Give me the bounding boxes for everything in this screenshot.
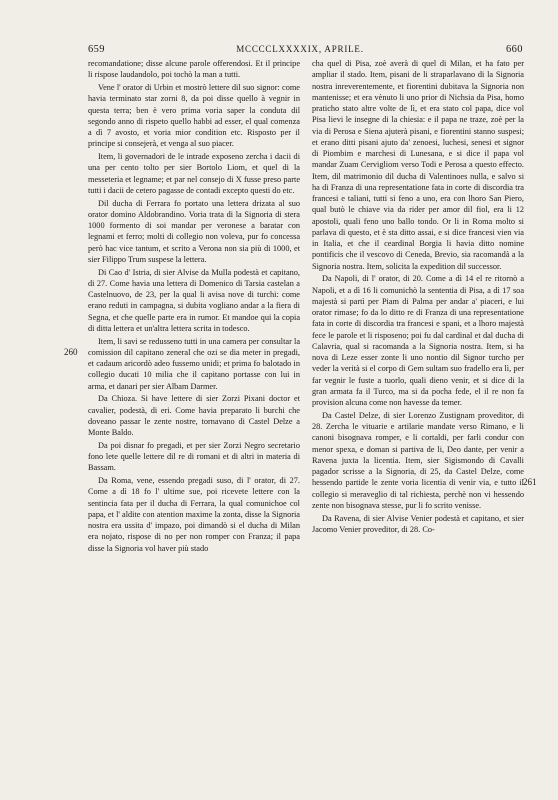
paragraph: Item, li savi se redusseno tutti in una camera per consultar la comission dil capitano zeneral che ozi se dia meter in pregadi, et cadaum aricordò adeo fussemo unidi; et prima fo balotado in collegio ducati 10 milia che il capitano portasse con lui in arma, et danari per sier Albam Darmer. [88,336,300,391]
paragraph: Vene l' orator di Urbin et mostrò lettere dil suo signor: come havia terminato star zorni 8, da poi disse quello à vegnir in questa terra; ben è vero prima voria saper la conduta dil segondo anno di rispeto quello habbi ad esser, el qual comenza a dì 7 avosto, et voria mior condition etc. Risposto per il principe si consejerà, et venga al suo piacer. [88,83,300,149]
margin-number-left: 260 [64,347,78,357]
paragraph: Item, li governadori de le intrade exposeno zercha i dacii di una per cento tolto per sier Bortolo Liom, et quel di la messeteria et legname; et par nel consejo di X fusse preso parte tutti i dacii de cetero pagasse de contadi excepto questi do etc. [88,152,300,195]
left-column [88,58,300,554]
running-title: MCCCCLXXXXIX, APRILE. [236,44,364,54]
paragraph: Di Cao d' Istria, di sier Alvise da Mulla podestà et capitano, di 27. Come havia una lettera di Domenico di Tarsia castelan a Castelnuovo, de 23, per la qual li avisa nove di turchi: come erano reduti in campagna, si dubita vogliano andar a la fiera di Segna, et che quelle parte era in rumor. Et mandoe qui la copia di ditta lettera et un'altra lettera scrita in todesco. [88,267,300,333]
right-column [312,58,524,535]
paragraph: Da poi disnar fo pregadi, et per sier Zorzi Negro secretario fono lete quelle lettere dil re di romani et di altri in materia di Bassam. [88,440,300,473]
paragraph: cha quel di Pisa, zoè averà di quel di Milan, et ha fato per ampliar il stado. Item, pisani de li straparlavano di la Signoria nostra inreverentemente, et fiorentini dubitava la Signoria non mantenisse; et era vènuto li uno prior di Nichsia da Pisa, homo praticho stato altre volte de lì, et era stato col papa, dice vol Pisa lievi le insegne di la chiesia: e il papa ne traze, zoè per la via di Perosa e Siena ajuterà pisani, e fiorentini stanno suspesi; et erano ditti pisani ajuto da' zenoesi, luchesi, senesi et signor di Piombim e marchesi di Lunesana, e si dice il papa vol mandar Zuam Cervigliom verso Todi e Perosa a questo effecto. Item, dil matrimonio dil ducha di Valentinoes nulla, e salvo si ha di Franza di una representatione fata in corte di discordia tra francesi e taliani, tutti si feno a uno, era con lhoro San Piero, qual butò le chiave via da rider per amor dil fiol, era li 12 apostoli, quali feno uno ballo tondo. Or li in Roma molto si parlava di questo, et è sta ditto assai, e si dice francesi vien via in Italia, et che il ceardinal Borgia li havia ditto nomine pontificis che il vescovo di Ceneda, Brevio, sia racomandà a la Signoria nostra. Item, solicita la expedition dil successor. [312,59,524,271]
paragraph: Da Chioza. Si have lettere di sier Zorzi Pixani doctor et cavalier, podestà, di eri. Come havia preparato li burchi che doveano passar le zente nostre, tornavano di Castel Delze a Monte Baldo. [88,394,300,437]
paragraph: Da Castel Delze, di sier Lorenzo Zustignam proveditor, di 28. Zercha le vituarie e artilarie mandate verso Rimano, e li canoni bisognava romper, e li cortaldi, per farli condur con menor spexa, e doman si partiva de li, Deo dante, per venir a Ravena juxta la licentia. Item, sier Sigismondo di Cavalli pagador scrisse a la Signoria, di 25, da Castel Delze, come hessendo partide le zente voria licentia di venir via, e tutto il collegio si meraveglio di tal richiesta, perchè non vi hessendo zente non bisognava stesse, pur li fo scrito venisse. [312,410,524,510]
paragraph: recomandatione; disse alcune parole offerendosi. Et il principe li rispose laudandolo, poi tochò la man a tutti. [88,59,300,80]
page-number-left: 659 [88,44,105,55]
margin-number-right: 261 [523,477,537,487]
paragraph: Da Napoli, di l' orator, di 20. Come a dì 14 el re ritornò a Napoli, et a dì 16 li comunichò la sententia di Pisa, a dì 17 soa majestà si partì per Piam di Palma per andar a' piaceri, e lui orator rimase; fo da lo ditto re di Franza di una representatione fata in corte di discordia tra francesi e spani, et a lhoro majestà fece le parole et li risposeno; poi fu dal cardinal et dal ducha di Calavria, qual si racomanda a la Signoria nostra. Item, si ha nova di Leze esser zonte li uno nontio dil Signor turcho per veder la verità si el corpo di Gem sultam suo fradello era lì, per far vegnir le fuste a tuorlo, quali dieno venir, et si dice di la gran armata fa il Turco, ma si da pocha fede, el il re non fa provision alcuna come non havesse da temer. [312,274,524,407]
paragraph: Da Ravena, di sier Alvise Venier podestà et capitano, et sier Jacomo Venier proveditor, di 28. Co- [312,513,524,534]
paragraph: Da Roma, vene, essendo pregadi suso, di l' orator, di 27. Come a dì 18 fo l' ultime sue, poi ricevete lettere con la sentincia fata per il ducha di Ferrara, la qual comunichoe col papa, et l' aldite con atention maxime la zonta, disse la Signoria nostra era ussita d' impazo, poi dimandò si el ducha di Milan era nojato, rispose di no per non romper con Franza; il papa disse la Signoria vol haver più stado [88,476,300,553]
paragraph: Dil ducha di Ferrara fo portato una lettera drizata al suo orator domino Aldobrandino. Voria trata di la Signoria di stera 1000 formento di soi mandar per veronese a baratar con legnami et ferro; molti di collegio non voleva, pur fo concessa però hac vice tantum, et scrito a Verona non sia più di 1000, et sier Filippo Trum suspese la lettera. [88,198,300,264]
page-number-right: 660 [506,44,523,55]
